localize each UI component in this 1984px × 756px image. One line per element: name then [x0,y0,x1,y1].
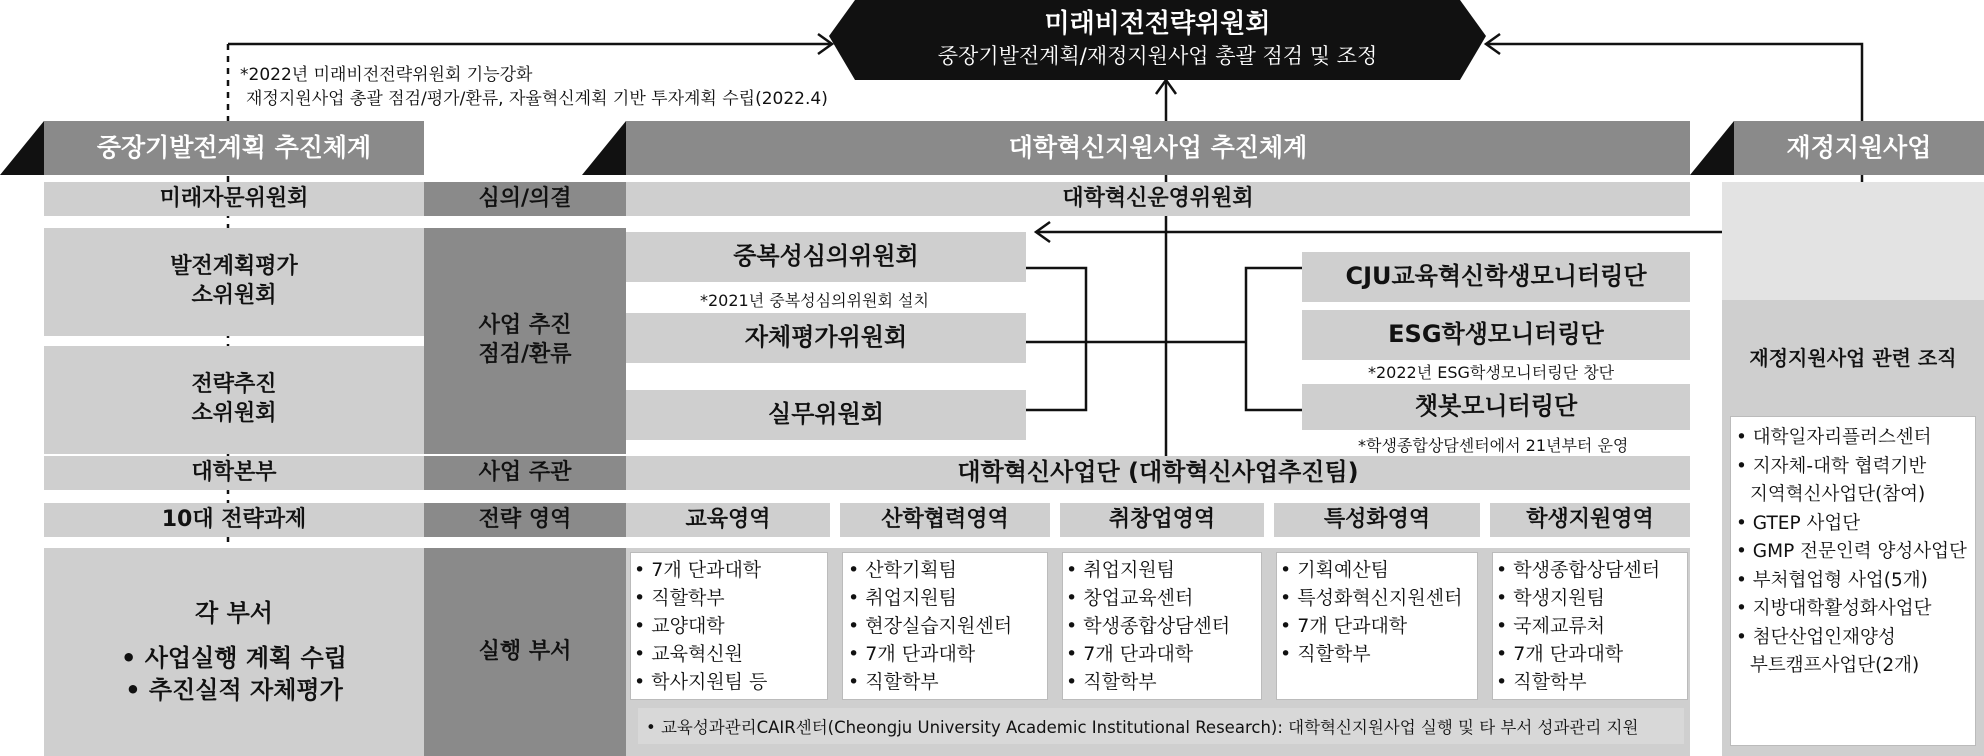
list-item: • 직할학부 [1496,668,1660,696]
operating-committee: 대학혁신운영위원회 [626,182,1690,216]
area-specialization: 특성화영역 [1274,503,1480,537]
list-item: • GTEP 사업단 [1736,510,1967,539]
top-committee-title: 미래비전전략위원회 [1044,9,1271,39]
list-item-cont: 부트캠프사업단(2개) [1750,655,1920,676]
list-item: • 지자체-대학 협력기반 [1736,453,1967,482]
check-line2: 점검/환류 [478,342,572,367]
list-item: • 취업지원팀 [1066,556,1230,584]
departments [44,548,424,756]
area-education-list [634,556,767,696]
cair-note: • 교육성과관리CAIR센터(Cheongju University Academic Institutional Research): 대학혁신지원사업 실행 및 타 부서 성과관리 지원 [646,718,1639,737]
list-item: • 대학일자리플러스센터 [1736,424,1967,453]
advisory-committee: 미래자문위원회 [44,182,424,216]
list-item: • 7개 단과대학 [634,556,767,584]
area-student-list [1496,556,1660,696]
plan-eval-committee [44,228,424,336]
top-note-1: *2022년 미래비전전략위원회 기능강화 [240,65,533,85]
list-item: • 첨단산업인재양성 [1736,624,1967,653]
innovation-org: 대학혁신사업단 (대학혁신사업추진팀) [626,456,1690,490]
chatbot-note: *학생종합상담센터에서 21년부터 운영 [1358,436,1629,455]
list-item: • 학생지원팀 [1496,584,1660,612]
list-item: • 학사지원팀 등 [634,668,767,696]
strategic-tasks: 10대 전략과제 [44,503,424,537]
area-industry: 산학협력영역 [840,503,1050,537]
list-item: • 직할학부 [1066,668,1230,696]
list-item: • 7개 단과대학 [1496,640,1660,668]
list-item: • 기획예산팀 [1280,556,1462,584]
self-eval-committee: 자체평가위원회 [626,313,1026,363]
top-committee-subtitle: 중장기발전계획/재정지원사업 총괄 점검 및 조정 [937,44,1378,68]
right-org-list [1736,424,1967,681]
monitor-chatbot: 챗봇모니터링단 [1302,384,1690,430]
list-item: • 국제교류처 [1496,612,1660,640]
area-education: 교육영역 [626,503,830,537]
area-student: 학생지원영역 [1490,503,1690,537]
strategy-committee [44,346,424,454]
header-right: 재정지원사업 [1734,121,1984,175]
dept-item-2: • 추진실적 자체평가 [125,675,343,704]
right-org-title: 재정지원사업 관련 조직 [1749,346,1957,370]
list-item: • 교육혁신원 [634,640,767,668]
list-item: • 학생종합상담센터 [1066,612,1230,640]
list-item: • 현장실습지원센터 [848,612,1012,640]
list-item: • 7개 단과대학 [1066,640,1230,668]
list-item: • 취업지원팀 [848,584,1012,612]
monitor-cju: CJU교육혁신학생모니터링단 [1302,252,1690,302]
top-note-2: 재정지원사업 총괄 점검/평가/환류, 자율혁신계획 기반 투자계획 수립(2022.4) [246,89,828,109]
esg-note: *2022년 ESG학생모니터링단 창단 [1368,363,1615,382]
check-line1: 사업 추진 [478,313,572,339]
dept-item-1: • 사업실행 계획 수립 [121,644,347,673]
dept-title: 각 부서 [195,599,273,628]
dup-note: *2021년 중복성심의위원회 설치 [700,291,929,310]
list-item: • 직할학부 [848,668,1012,696]
list-item-cont: 지역혁신사업단(참여) [1750,484,1926,505]
dup-committee: 중복성심의위원회 [626,232,1026,282]
list-item: • 창업교육센터 [1066,584,1230,612]
list-item: • 7개 단과대학 [1280,612,1462,640]
strategy-area-label: 전략 영역 [424,503,626,537]
list-item: • 특성화혁신지원센터 [1280,584,1462,612]
header-center: 대학혁신지원사업 추진체계 [626,121,1690,175]
top-committee [855,6,1460,78]
list-item: • 산학기획팀 [848,556,1012,584]
monitor-esg: ESG학생모니터링단 [1302,310,1690,360]
deliberation-label: 심의/의결 [424,182,626,216]
strategy-line2: 소위원회 [191,401,277,426]
area-specialization-list [1280,556,1462,668]
list-item: • 지방대학활성화사업단 [1736,595,1967,624]
header-left: 중장기발전계획 추진체계 [44,121,424,175]
plan-eval-line1: 발전계획평가 [170,254,298,280]
list-item: • 직할학부 [1280,640,1462,668]
check-label [424,228,626,454]
cair-note-box [638,708,1684,744]
plan-eval-line2: 소위원회 [191,283,277,308]
list-item: • 부처협업형 사업(5개) [1736,567,1967,596]
working-committee: 실무위원회 [626,390,1026,440]
list-item: • 교양대학 [634,612,767,640]
list-item: • 학생종합상담센터 [1496,556,1660,584]
exec-dept-label: 실행 부서 [424,548,626,756]
list-item: • 직할학부 [634,584,767,612]
area-industry-list [848,556,1012,696]
area-career-list [1066,556,1230,696]
list-item: • 7개 단과대학 [848,640,1012,668]
area-career: 취창업영역 [1060,503,1264,537]
list-item: • GMP 전문인력 양성사업단 [1736,538,1967,567]
strategy-line1: 전략추진 [191,372,277,398]
management-label: 사업 주관 [424,456,626,490]
university-hq: 대학본부 [44,456,424,490]
